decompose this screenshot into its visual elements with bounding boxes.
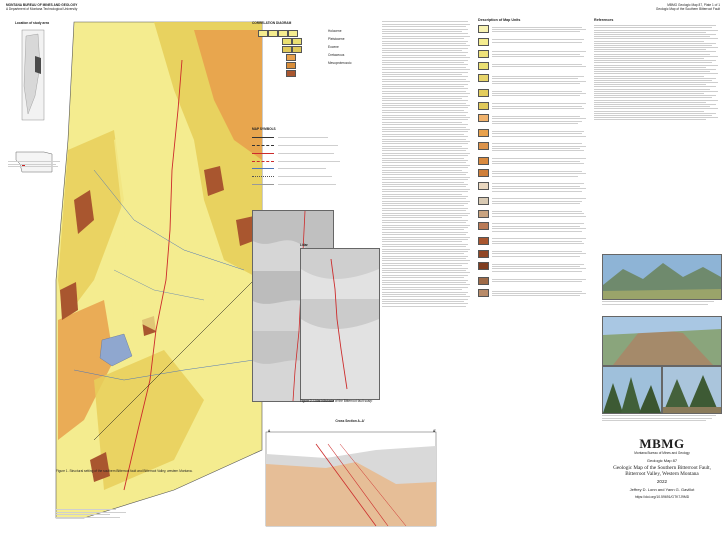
geologic-map-svg	[54, 20, 264, 520]
logo-subtitle: Montana Bureau of Mines and Geology	[634, 451, 690, 455]
references	[594, 18, 722, 243]
map-symbols-title: MAP SYMBOLS	[252, 127, 276, 131]
correlation-periods	[328, 30, 356, 66]
figure1-caption: Figure 1. Structural setting of the southern Bitterroot fault and Bitterroot Valley, western Montana.	[56, 469, 193, 473]
figure2-panel	[300, 248, 380, 400]
text-column-1	[382, 20, 472, 540]
photo-forest-left	[602, 366, 662, 414]
publisher-name: MONTANA BUREAU OF MINES AND GEOLOGY	[6, 3, 78, 7]
figure2-graphic	[301, 249, 379, 399]
map-title-line1: Geologic Map of the Southern Bitterroot Fault,	[613, 464, 711, 471]
period-cretaceous: Cretaceous	[328, 52, 345, 57]
correlation-title: CORRELATION DIAGRAM	[252, 21, 292, 25]
description-of-map-units	[478, 18, 586, 540]
title-block	[602, 436, 722, 542]
photo-outcrop	[602, 316, 722, 366]
lidar-title: Lidar	[300, 243, 308, 247]
period-pleistocene: Pleistocene	[328, 36, 345, 41]
location-map-title: Location of study area	[14, 21, 49, 25]
description-title: Description of Map Units	[478, 18, 521, 22]
photo-forest-right	[662, 366, 722, 414]
map-credit	[56, 508, 146, 519]
period-eocene: Eocene	[328, 44, 339, 49]
geologic-map	[54, 20, 264, 520]
map-title-line2: Bitterroot Valley, Western Montana	[625, 471, 699, 478]
photo-mountain-valley	[602, 254, 722, 300]
map-authors: Jeffrey D. Lonn and Yann G. Gavillot	[629, 487, 695, 493]
title-series: Geologic Map 87	[646, 457, 678, 463]
mbmg-logo: MBMG	[639, 436, 685, 451]
series-subtitle: Geologic Map of the Southern Bitterroot Fault	[655, 6, 720, 11]
cross-section-title: Cross Section A–A'	[335, 419, 365, 423]
period-holocene: Holocene	[328, 29, 342, 33]
series-label: MBMG Geologic Map 87, Plate 1 of 1	[667, 3, 720, 7]
publisher-subtitle: A Department of Montana Technological University	[6, 6, 78, 11]
references-title: References	[594, 18, 614, 22]
location-map-graphic	[8, 26, 56, 136]
period-mesoproterozoic: Mesoproterozoic	[328, 60, 352, 65]
cross-section-left-label: A	[268, 429, 271, 433]
cross-section-right-label: A'	[432, 429, 436, 433]
right-header	[570, 4, 720, 12]
map-symbols	[252, 128, 352, 208]
figure2-caption: Figure 2. Lidar hillshade of the Bitterroot fault scarp	[300, 399, 373, 403]
location-map	[8, 22, 56, 142]
correlation-diagram	[252, 22, 322, 82]
left-header	[6, 4, 126, 12]
photo-captions	[602, 414, 720, 423]
map-doi: https://doi.org/10.59691/GTK7J9MD	[634, 495, 690, 500]
map-year: 2022	[656, 479, 668, 485]
photo1-caption	[602, 300, 720, 306]
